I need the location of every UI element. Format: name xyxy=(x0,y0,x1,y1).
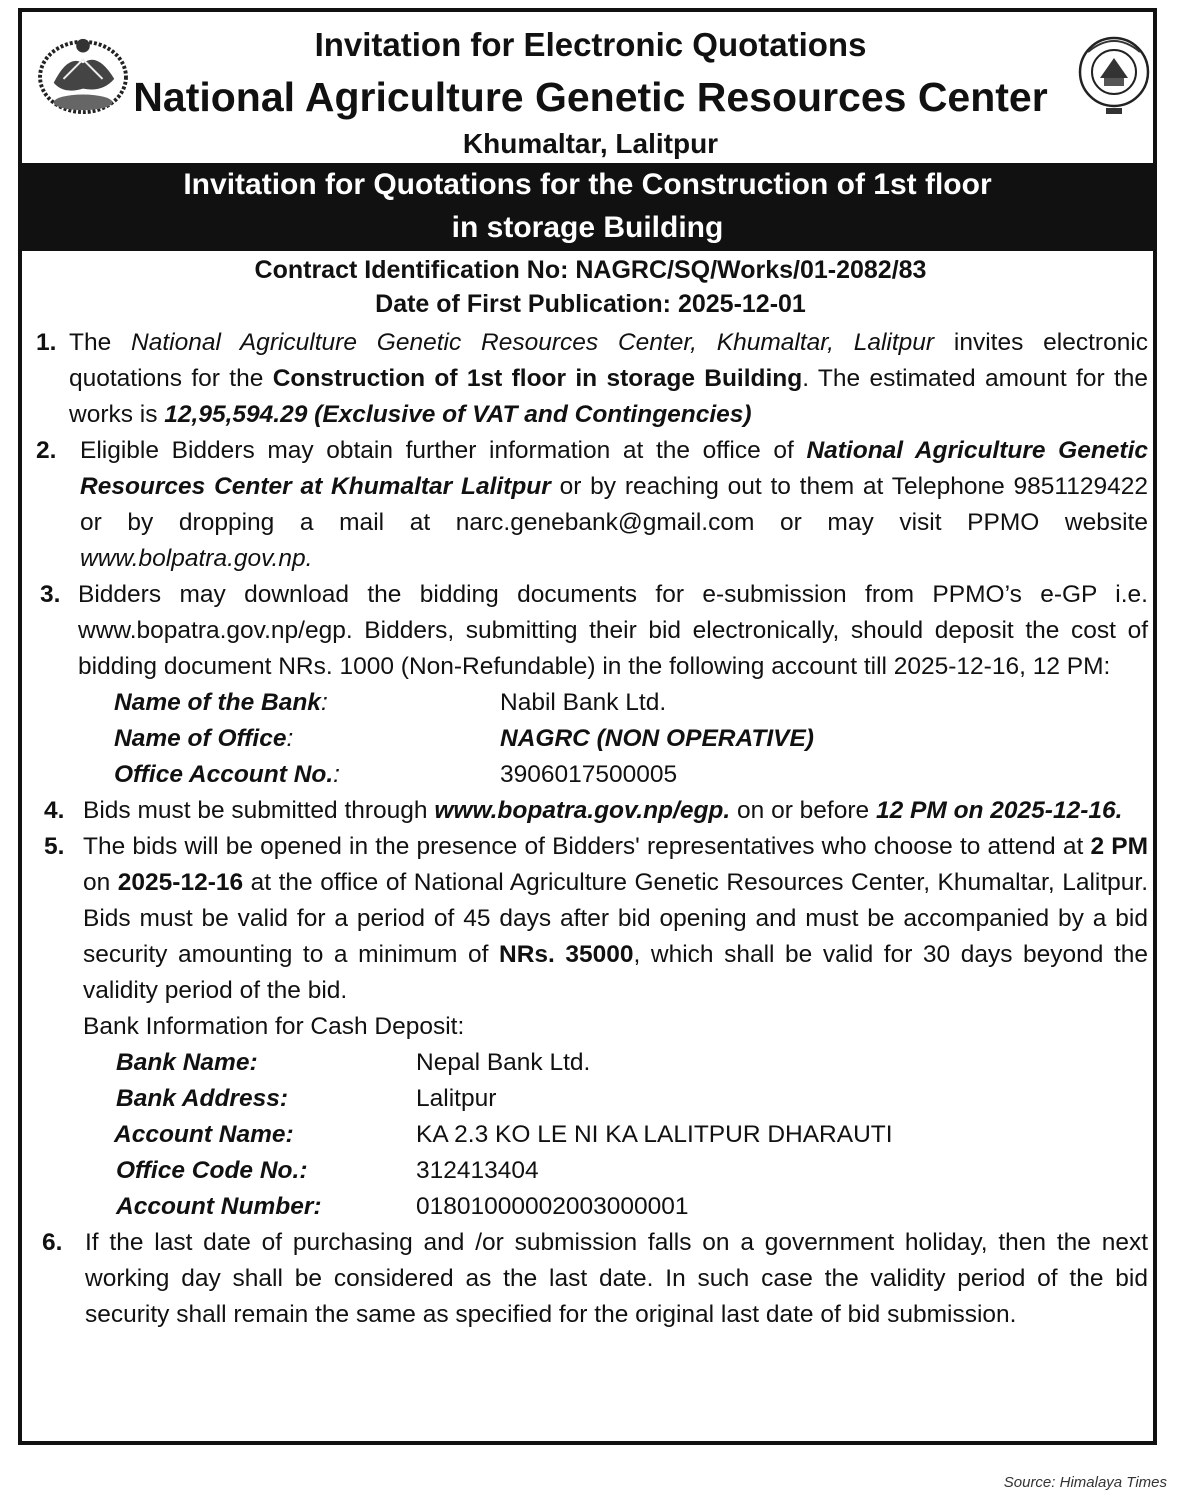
banner-line-2: in storage Building xyxy=(451,211,724,244)
organization-name: National Agriculture Genetic Resources Center xyxy=(133,74,1048,120)
source-credit: Source: Himalaya Times xyxy=(1003,1474,1167,1491)
publication-date: Date of First Publication: 2025-12-01 xyxy=(375,290,806,318)
title-banner xyxy=(22,163,1153,251)
clause-number: 5. xyxy=(44,833,65,860)
contract-id: Contract Identification No: NAGRC/SQ/Works/01-2082/83 xyxy=(254,256,927,284)
bank-row: Bank Address: Lalitpur xyxy=(116,1085,497,1112)
bank-details-fee xyxy=(30,685,1148,793)
clause-number: 1. xyxy=(36,329,57,356)
clause-number: 3. xyxy=(40,581,61,608)
bank-row: Office Account No.: 3906017500005 xyxy=(114,761,678,788)
cash-deposit-label: Bank Information for Cash Deposit: xyxy=(83,1013,465,1040)
clause-5: 5. The bids will be opened in the presence of Bidders' representatives who choose to attend at 2 PM on 2025-12-16 at the office of National Agriculture Genetic Resources Center, Khumaltar, Lalitpur. Bids must be valid for a period of 45 days after bid opening and must be accompanied by a bid security amounting to a minimum of NRs. 35000, which shall be valid for 30 days beyond the validity period of the bid. Bank Information for Cash Deposit: xyxy=(30,829,1148,1045)
bank-row: Name of the Bank: Nabil Bank Ltd. xyxy=(114,689,667,716)
banner-line-1: Invitation for Quotations for the Construction of 1st floor xyxy=(183,168,992,201)
notice-body xyxy=(30,325,1148,1333)
notice-heading: Invitation for Electronic Quotations xyxy=(314,26,867,63)
clause-1: 1. The National Agriculture Genetic Resources Center, Khumaltar, Lalitpur invites electronic quotations for the Construction of 1st floor in storage Building. The estimated amount for the works is 12,95,594.29 (Exclusive of VAT and Contingencies) xyxy=(30,325,1148,433)
clause-4: 4. Bids must be submitted through www.bopatra.gov.np/egp. on or before 12 PM on 2025-12-16. xyxy=(30,793,1148,829)
bank-row: Bank Name: Nepal Bank Ltd. xyxy=(116,1049,591,1076)
clause-6: 6. If the last date of purchasing and /or submission falls on a government holiday, then the next working day shall be considered as the last date. In such case the validity period of the bid security shall remain the same as specified for the original last date of bid submission. xyxy=(30,1225,1148,1333)
clause-number: 2. xyxy=(36,437,57,464)
bank-row: Account Name: KA 2.3 KO LE NI KA LALITPUR DHARAUTI xyxy=(114,1121,893,1148)
bank-row: Name of Office: NAGRC (NON OPERATIVE) xyxy=(114,725,814,752)
bank-row: Office Code No.: 312413404 xyxy=(116,1157,539,1184)
bank-details-deposit xyxy=(30,1045,1148,1225)
clause-number: 4. xyxy=(44,797,65,824)
clause-2: 2. Eligible Bidders may obtain further information at the office of National Agriculture Genetic Resources Center at Khumaltar Lalitpur or by reaching out to them at Telephone 9851129422 or by dropping a mail at narc.genebank@gmail.com or may visit PPMO website www.bolpatra.gov.np. xyxy=(30,433,1148,577)
bank-row: Account Number: 01801000002003000001 xyxy=(116,1193,689,1220)
clause-3: 3. Bidders may download the bidding documents for e-submission from PPMO’s e-GP i.e. www.bopatra.gov.np/egp. Bidders, submitting their bid electronically, should deposit the cost of bidding document NRs. 1000 (Non-Refundable) in the following account till 2025-12-16, 12 PM: xyxy=(30,577,1148,685)
clause-number: 6. xyxy=(42,1229,63,1256)
organization-location: Khumaltar, Lalitpur xyxy=(462,128,719,159)
